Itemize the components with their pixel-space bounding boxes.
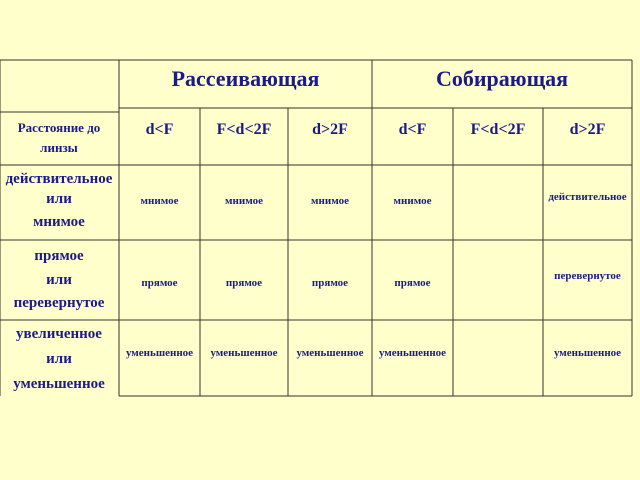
table-cell: прямое (225, 277, 263, 289)
column-header: F<d<2F (216, 121, 272, 138)
column-header: d<F (398, 121, 427, 138)
row-label-line: прямое (34, 248, 84, 264)
table-cell: мнимое (393, 195, 432, 207)
table-cell: действительное (548, 191, 627, 203)
row-label-line: или (46, 272, 72, 288)
row-label-line: или (46, 191, 72, 207)
table-cell: уменьшенное (553, 347, 622, 359)
table-cell: прямое (311, 277, 349, 289)
column-header: F<d<2F (470, 121, 526, 138)
row-label-line: увеличенное (16, 326, 102, 342)
table-cell: прямое (141, 277, 178, 289)
column-header: d<F (145, 121, 174, 138)
corner-label-line2: линзы (40, 140, 78, 155)
table-cell: уменьшенное (378, 347, 447, 359)
row-label-line: уменьшенное (13, 376, 105, 392)
corner-label-line1: Расстояние до (17, 120, 101, 135)
row-label-line: перевернутое (13, 295, 105, 311)
group-diverging-title: Рассеивающая (171, 66, 320, 91)
column-header: d>2F (312, 121, 348, 138)
table-cell: уменьшенное (210, 347, 278, 359)
row-label-line: или (46, 351, 72, 367)
table-cell: мнимое (311, 195, 349, 207)
column-header: d>2F (569, 121, 606, 138)
group-converging-title: Собирающая (435, 66, 569, 91)
table-cell: мнимое (225, 195, 263, 207)
table-cell: прямое (394, 277, 431, 289)
table-cell: уменьшенное (296, 347, 364, 359)
row-label-line: действительное (5, 171, 113, 187)
table-cell: уменьшенное (125, 347, 194, 359)
table-cell: перевернутое (554, 270, 621, 282)
table-cell: мнимое (140, 195, 179, 207)
row-label-line: мнимое (33, 214, 85, 230)
